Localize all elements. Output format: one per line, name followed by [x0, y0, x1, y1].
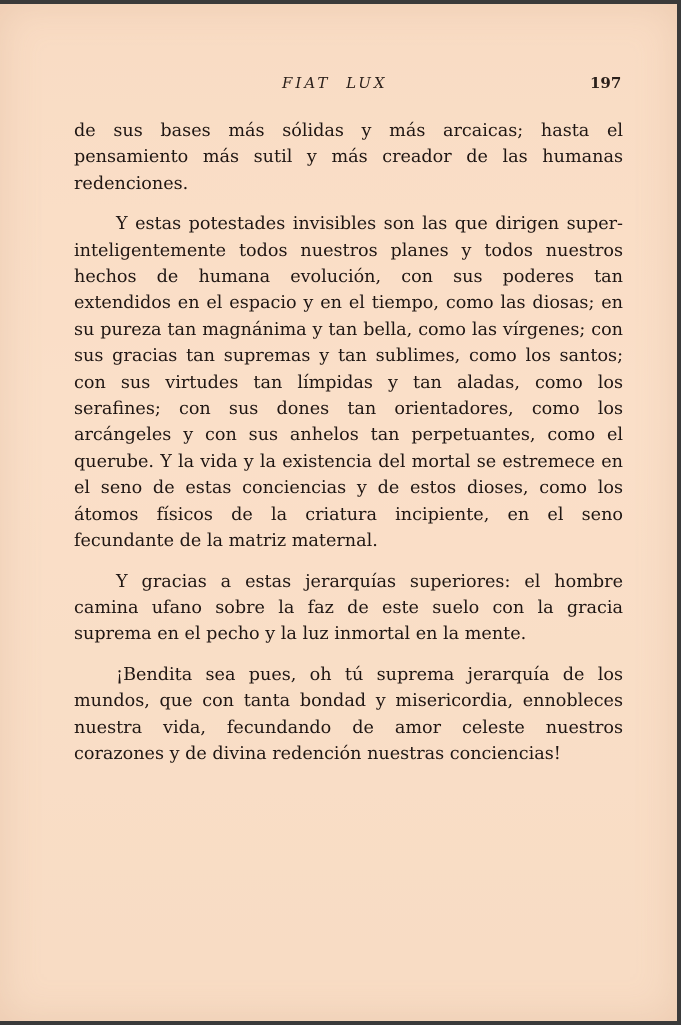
- page-number: 197: [590, 74, 622, 92]
- body-text: [74, 118, 623, 781]
- paragraph: Y estas potestades invisibles son las que dirigen super-inteligentemente todos nuestros planes y todos nuestros hechos de humana evolución, con sus poderes tan extendidos en el espacio y en el tiempo, como las diosas; en su pureza tan magnánima y tan bella, como las vírgenes; con sus gracias tan supremas y tan sublimes, como los santos; con sus virtudes tan límpidas y tan aladas, como los serafines; con sus dones tan orientadores, como los arcángeles y con sus anhelos tan perpetuantes, como el querube. Y la vida y la existencia del mortal se estremece en el seno de estas conciencias y de estos dioses, como los átomos físicos de la criatura incipiente, en el seno fecundante de la matriz maternal.: [74, 214, 623, 552]
- page-header: [0, 74, 677, 98]
- paragraph: Y gracias a estas jerarquías superiores: el hombre camina ufano sobre la faz de este suelo con la gracia suprema en el pecho y la luz inmortal en la mente.: [74, 571, 623, 645]
- paragraph: de sus bases más sólidas y más arcaicas; hasta el pensamiento más sutil y más creador de las humanas redenciones.: [74, 121, 623, 194]
- paragraph: ¡Bendita sea pues, oh tú suprema jerarquía de los mundos, que con tanta bondad y misericordia, ennobleces nuestra vida, fecundando de amor celeste nuestros corazones y de divina redención nuestras conciencias!: [74, 664, 623, 764]
- book-page: [0, 4, 677, 1021]
- running-title: FIAT LUX: [282, 74, 388, 92]
